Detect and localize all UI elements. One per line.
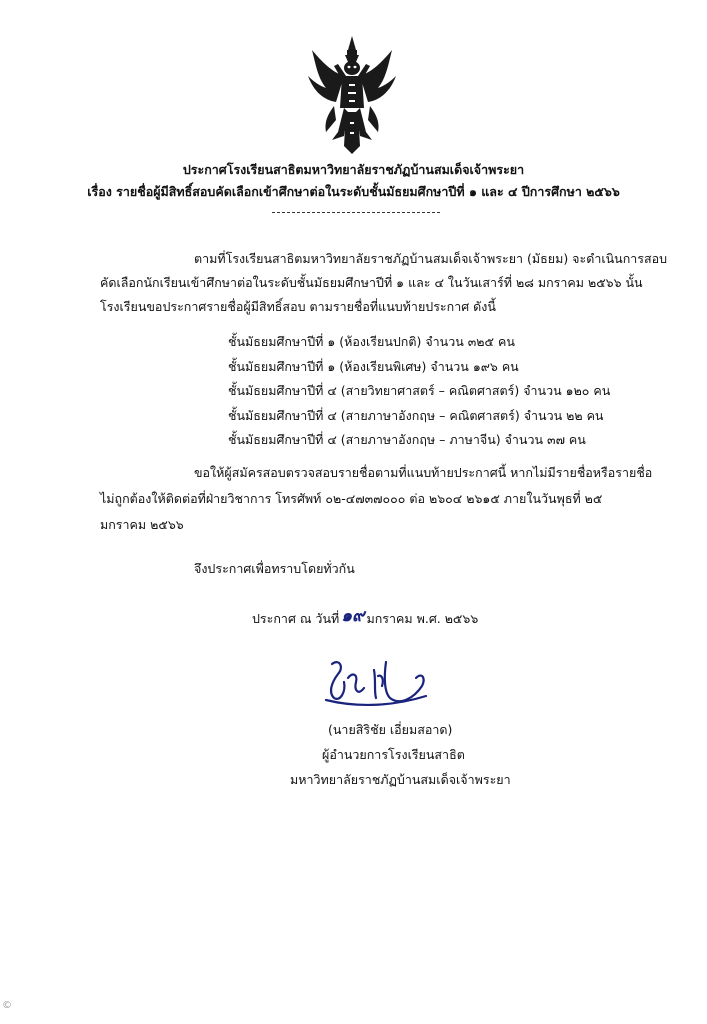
paragraph1-line2: คัดเลือกนักเรียนเข้าศึกษาต่อในระดับชั้นมัธยมศึกษาปีที่ ๑ และ ๔ ในวันเสาร์ที่ ๒๘ มกราคม ๒๕๖๖ นั้น	[100, 275, 643, 290]
count-item-m4-eng-chinese: ชั้นมัธยมศึกษาปีที่ ๔ (สายภาษาอังกฤษ – ภาษาจีน) จำนวน ๓๗ คน	[228, 432, 586, 447]
signer-organization: มหาวิทยาลัยราชภัฏบ้านสมเด็จเจ้าพระยา	[290, 772, 511, 787]
announcement-title: ประกาศโรงเรียนสาธิตมหาวิทยาลัยราชภัฏบ้านสมเด็จเจ้าพระยา	[182, 162, 525, 177]
date-day-handwritten: ๑๙	[341, 606, 365, 626]
count-item-m4-sci-math: ชั้นมัธยมศึกษาปีที่ ๔ (สายวิทยาศาสตร์ – คณิตศาสตร์) จำนวน ๑๒๐ คน	[228, 383, 611, 398]
paragraph1-line1: ตามที่โรงเรียนสาธิตมหาวิทยาลัยราชภัฏบ้านสมเด็จเจ้าพระยา (มัธยม) จะดำเนินการสอบ	[194, 251, 668, 266]
director-signature	[318, 652, 430, 716]
candidate-count-list	[228, 330, 610, 453]
count-item-m1-regular: ชั้นมัธยมศึกษาปีที่ ๑ (ห้องเรียนปกติ) จำนวน ๓๒๕ คน	[228, 334, 515, 349]
paragraph2-line2: ไม่ถูกต้องให้ติดต่อที่ฝ่ายวิชาการ โทรศัพท์ ๐๒-๔๗๓๗๐๐๐ ต่อ ๒๖๐๔ ๒๖๑๕ ภายในวันพุธที่ ๒๕	[100, 491, 603, 506]
paragraph2-line1: ขอให้ผู้สมัครสอบตรวจสอบรายชื่อตามที่แนบท้ายประกาศนี้ หากไม่มีรายชื่อหรือรายชื่อ	[194, 465, 653, 480]
copyright-mark: ©	[2, 1000, 12, 1011]
date-suffix: มกราคม พ.ศ. ๒๕๖๖	[366, 611, 479, 626]
title-divider	[272, 212, 440, 213]
paragraph2-line3: มกราคม ๒๕๖๖	[100, 517, 184, 532]
count-item-m4-eng-math: ชั้นมัธยมศึกษาปีที่ ๔ (สายภาษาอังกฤษ – คณิตศาสตร์) จำนวน ๒๒ คน	[228, 407, 604, 423]
announcement-date	[252, 604, 478, 631]
date-prefix: ประกาศ ณ วันที่	[252, 611, 340, 626]
announcement-subject: เรื่อง รายชื่อผู้มีสิทธิ์สอบคัดเลือกเข้าศึกษาต่อในระดับชั้นมัธยมศึกษาปีที่ ๑ และ ๔ ปีการศึกษา ๒๕๖๖	[87, 184, 620, 199]
announce-statement: จึงประกาศเพื่อทราบโดยทั่วกัน	[194, 561, 355, 576]
signer-name: (นายสิริชัย เอี่ยมสอาด)	[328, 722, 453, 737]
garuda-emblem-icon	[304, 36, 400, 156]
signer-position: ผู้อำนวยการโรงเรียนสาธิต	[322, 747, 465, 762]
paragraph1-line3: โรงเรียนขอประกาศรายชื่อผู้มีสิทธิ์สอบ ตามรายชื่อที่แนบท้ายประกาศ ดังนี้	[100, 299, 496, 314]
count-item-m1-special: ชั้นมัธยมศึกษาปีที่ ๑ (ห้องเรียนพิเศษ) จำนวน ๑๙๖ คน	[228, 358, 519, 374]
